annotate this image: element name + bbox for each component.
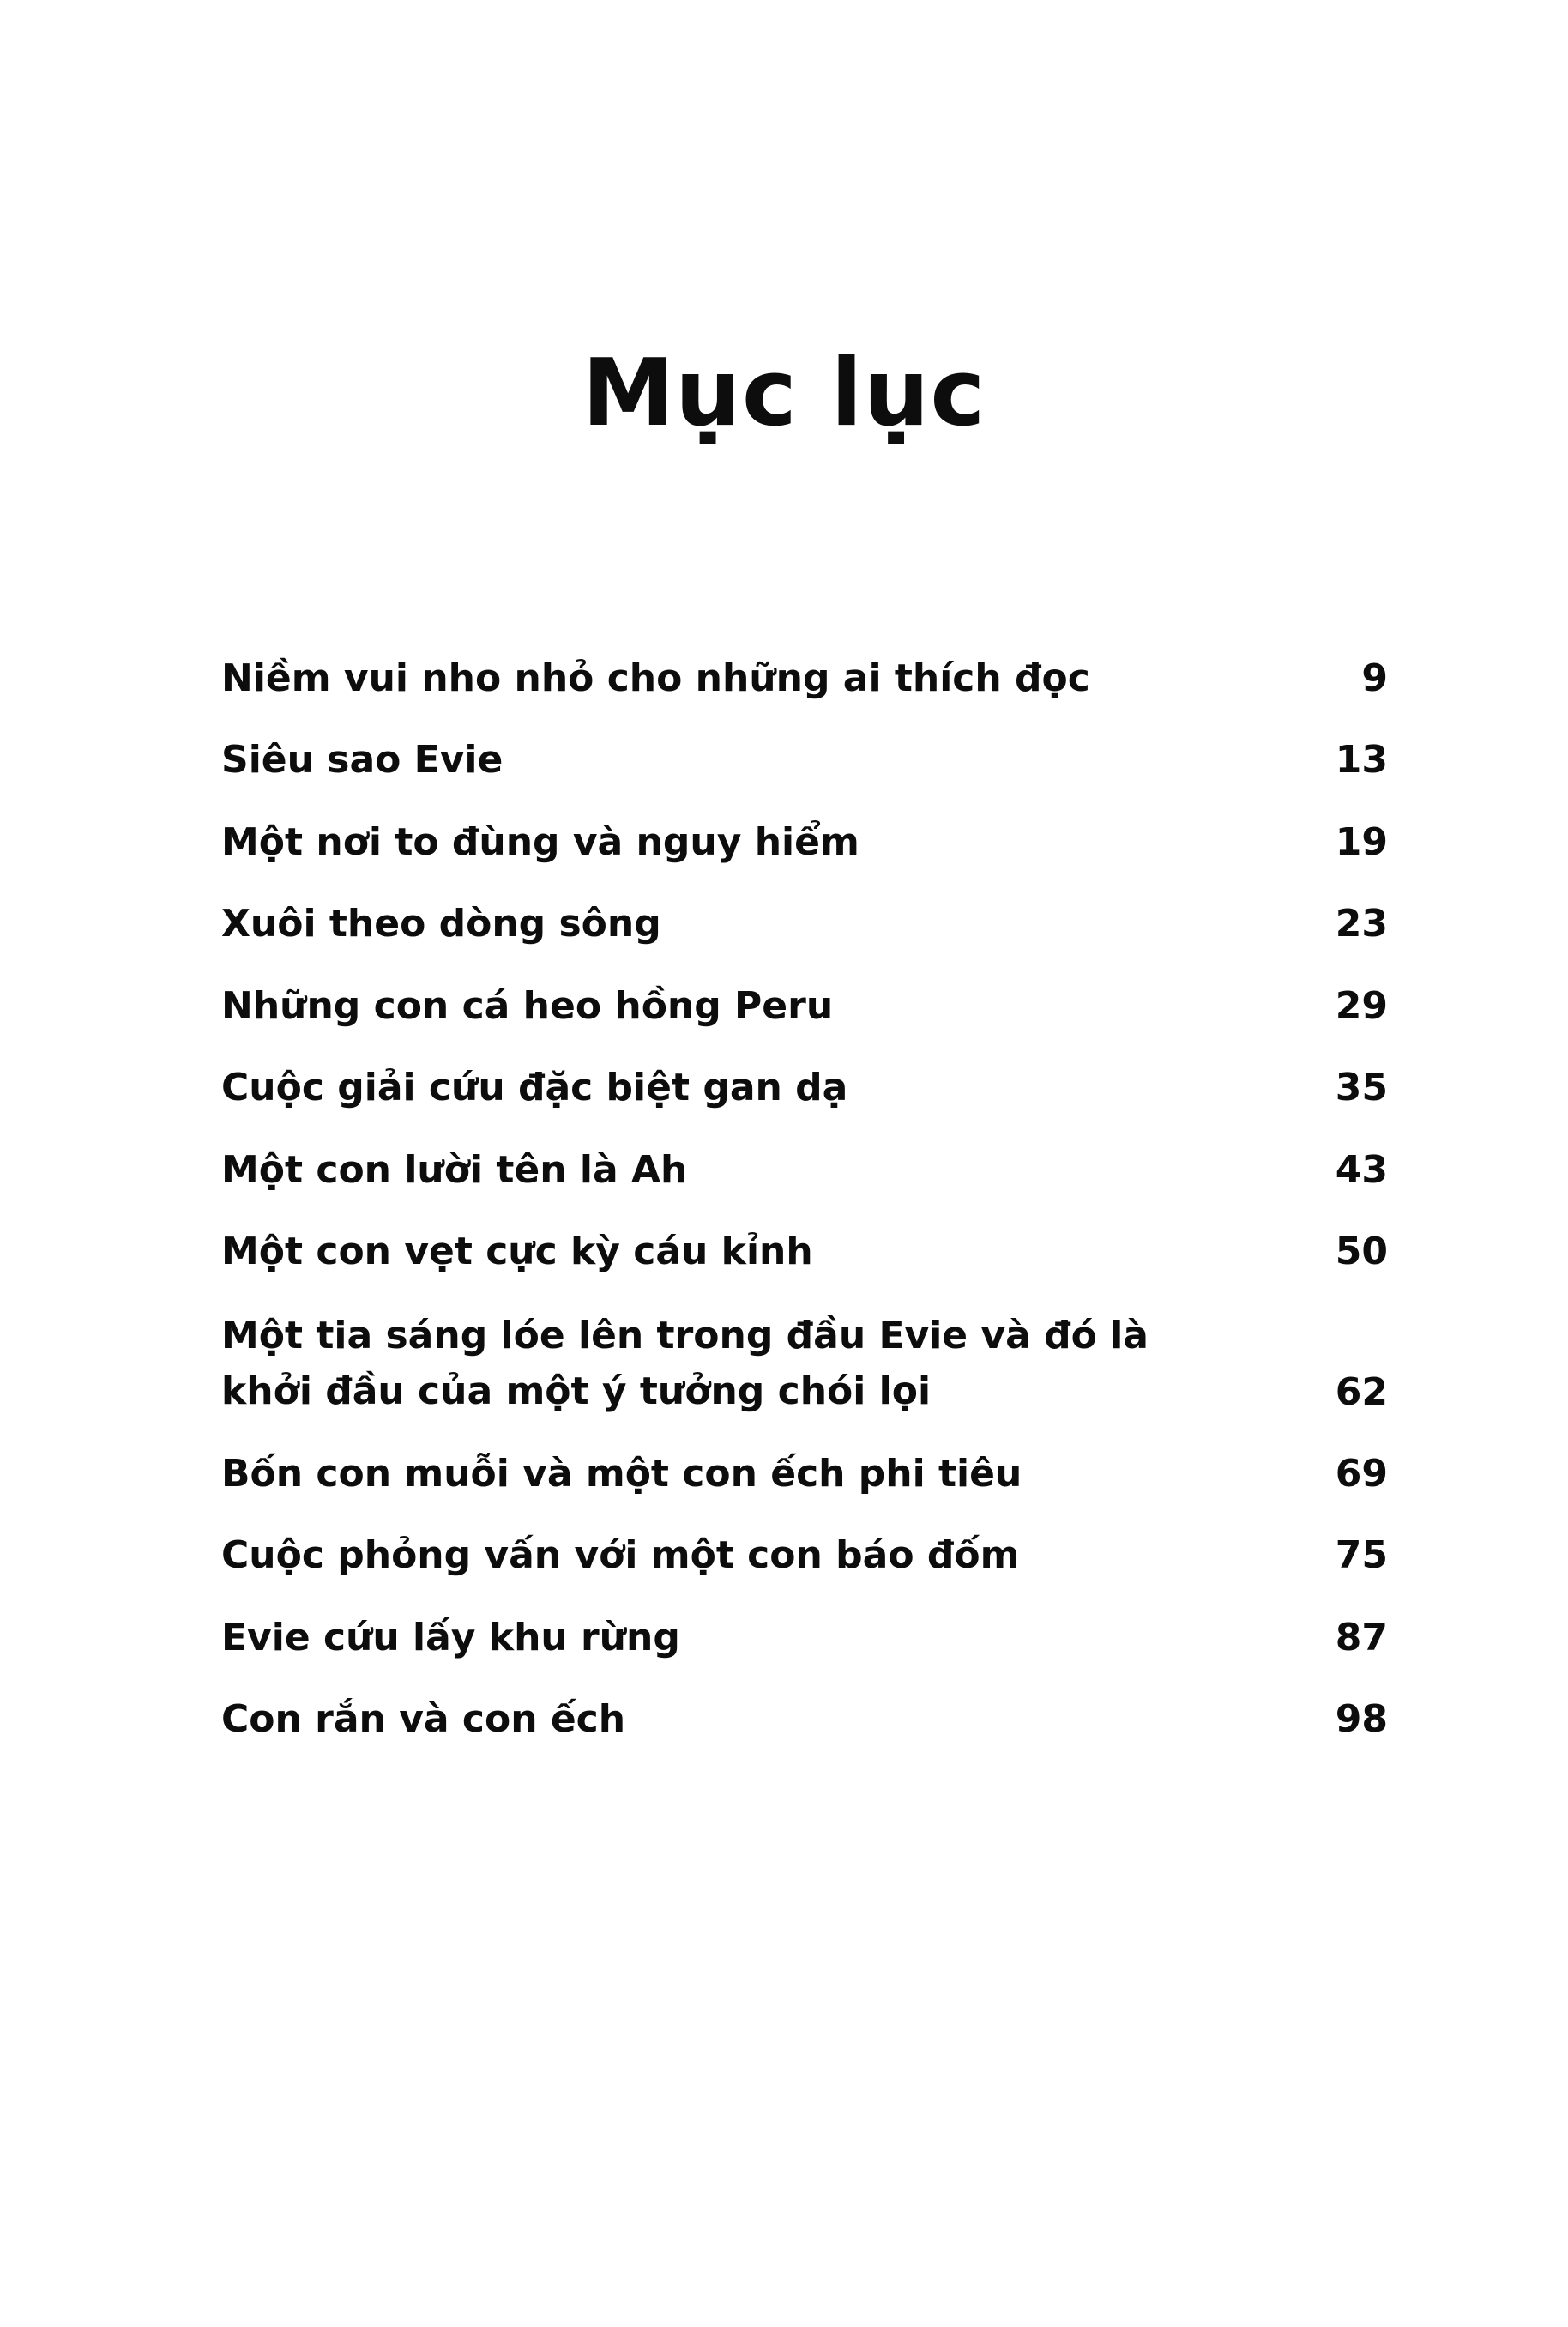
toc-entry-label: Xuôi theo dòng sông bbox=[221, 902, 661, 946]
toc-entry-label: Cuộc giải cứu đặc biệt gan dạ bbox=[221, 1066, 848, 1110]
toc-entry[interactable] bbox=[221, 898, 1388, 951]
toc-entry-label: Siêu sao Evie bbox=[221, 738, 504, 783]
toc-entry[interactable] bbox=[221, 652, 1388, 705]
toc-entry[interactable] bbox=[221, 980, 1388, 1033]
toc-entry-page: 13 bbox=[1335, 738, 1388, 783]
toc-entry-page: 98 bbox=[1335, 1697, 1388, 1742]
toc-entry-page: 87 bbox=[1335, 1615, 1388, 1659]
toc-entry-page: 19 bbox=[1335, 819, 1388, 864]
toc-entry-label: Evie cứu lấy khu rừng bbox=[221, 1615, 680, 1659]
toc-entry-page: 50 bbox=[1335, 1230, 1388, 1274]
page-title: Mục lục bbox=[582, 340, 986, 447]
toc-entry-page: 29 bbox=[1335, 983, 1388, 1028]
toc-entry[interactable] bbox=[221, 1611, 1388, 1665]
toc-entry[interactable] bbox=[221, 1693, 1388, 1746]
toc-entry-page: 9 bbox=[1361, 656, 1388, 700]
toc-entry-label: Niềm vui nho nhỏ cho những ai thích đọc bbox=[221, 656, 1090, 700]
toc-entry-label: Những con cá heo hồng Peru bbox=[221, 983, 834, 1028]
toc-entry-page: 62 bbox=[1335, 1369, 1388, 1414]
toc-entry-label: Con rắn và con ếch bbox=[221, 1697, 626, 1742]
toc-entry-label: Bốn con muỗi và một con ếch phi tiêu bbox=[221, 1451, 1022, 1496]
toc-entry-label: Cuộc phỏng vấn với một con báo đốm bbox=[221, 1533, 1020, 1578]
toc-entry-page: 43 bbox=[1335, 1147, 1388, 1192]
toc-entry[interactable] bbox=[221, 1448, 1388, 1501]
toc-entry-page: 75 bbox=[1335, 1533, 1388, 1578]
toc-entry-label: Một con lười tên là Ah bbox=[221, 1147, 688, 1192]
toc-entry[interactable] bbox=[221, 1144, 1388, 1197]
toc-entry-label: Một tia sáng lóe lên trong đầu Evie và đó là khởi đầu của một ý tưởng chói lọi bbox=[221, 1313, 1149, 1413]
toc-entry-page: 35 bbox=[1335, 1066, 1388, 1110]
toc-entry[interactable] bbox=[221, 1308, 1388, 1419]
table-of-contents bbox=[221, 652, 1388, 1775]
toc-entry[interactable] bbox=[221, 816, 1388, 869]
toc-entry-page: 23 bbox=[1335, 902, 1388, 946]
toc-entry-page: 69 bbox=[1335, 1451, 1388, 1496]
toc-entry[interactable] bbox=[221, 1225, 1388, 1278]
toc-entry[interactable] bbox=[221, 734, 1388, 787]
toc-entry[interactable] bbox=[221, 1529, 1388, 1582]
toc-entry-label: Một con vẹt cực kỳ cáu kỉnh bbox=[221, 1230, 813, 1274]
toc-entry[interactable] bbox=[221, 1061, 1388, 1115]
toc-entry-label: Một nơi to đùng và nguy hiểm bbox=[221, 819, 859, 864]
